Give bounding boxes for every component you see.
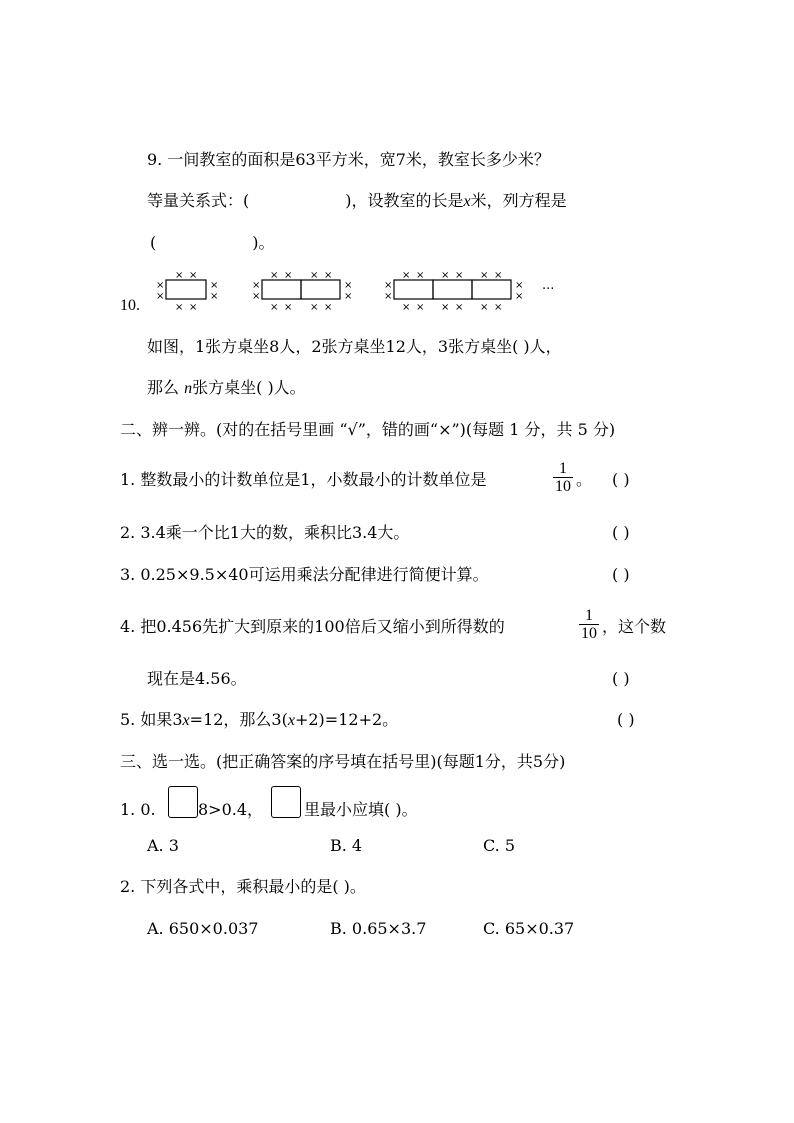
q10-line2 [147,378,306,399]
cross: × [310,302,319,313]
cross: × [252,291,261,302]
s3-q2-option-a[interactable]: A. 650×0.037 [147,919,259,938]
q9-line2-b: )，设教室的长是 [345,191,464,210]
q9-line2-c: 米，列方程是 [470,191,567,210]
table-3b [433,280,472,299]
table-1 [166,280,206,299]
section2-heading: 二、辨一辨。(对的在括号里画 “√”，错的画“×”)(每题 1 分，共 5 分) [120,420,616,439]
cross: × [270,302,279,313]
cross: × [175,302,184,313]
cross: × [384,280,393,291]
q9-line3-b: )。 [252,233,275,252]
section3-heading: 三、选一选。(把正确答案的序号填在括号里)(每题1分，共5分) [120,752,566,771]
s2-item-2-answer[interactable]: ( ) [612,523,630,542]
q9-line1: 9. 一间教室的面积是63平方米，宽7米，教室长多少米？ [147,150,550,169]
var-x: x [287,712,295,729]
table-2b [301,280,340,299]
fraction-numerator: 1 [559,460,567,477]
s2-item-4: 4. 把0.456先扩大到原来的100倍后又缩小到所得数的 [120,617,505,636]
cross: × [515,280,524,291]
cross: × [416,270,425,281]
cross: × [402,270,411,281]
s2-item-4-answer[interactable]: ( ) [612,669,630,688]
cross: × [189,302,198,313]
cross: × [494,302,503,313]
s2-item-5-answer[interactable]: ( ) [617,710,635,729]
fraction-denominator: 10 [581,625,597,642]
s2-item-1-tail: 。 [576,470,593,489]
s2-item-5-c: +2)=12+2。 [294,710,399,729]
s3-q1-a: 1. 0. [120,800,156,819]
cross: × [156,291,165,302]
s3-q1-option-a[interactable]: A. 3 [147,836,179,855]
q9-line3 [150,233,275,253]
cross: × [284,302,293,313]
cross: × [402,302,411,313]
q10-ellipsis: ··· [542,282,555,297]
cross: × [344,280,353,291]
cross: × [441,302,450,313]
cross: × [455,270,464,281]
s2-item-5-a: 5. 如果3 [120,710,183,729]
table-3a [394,280,433,299]
cross: × [441,270,450,281]
fraction-denominator: 10 [555,478,571,495]
cross: × [494,270,503,281]
cross: × [515,291,524,302]
s2-item-4-fraction [578,607,600,643]
s3-q1-box-2[interactable] [271,786,301,818]
cross: × [384,291,393,302]
s3-q1-c: 里最小应填( )。 [304,800,418,819]
cross: × [480,302,489,313]
table-3c [472,280,511,299]
cross: × [156,280,165,291]
s3-q1-option-c[interactable]: C. 5 [483,836,516,855]
s2-item-4-tail: ，这个数 [602,617,667,636]
cross: × [210,280,219,291]
s2-item-1 [120,470,487,490]
s2-item-1-text: 1. 整数最小的计数单位是1，小数最小的计数单位是 [120,470,487,489]
s2-item-5 [120,710,398,731]
cross: × [210,291,219,302]
q10-crosses [156,270,523,313]
s2-item-3: 3. 0.25×9.5×40可运用乘法分配律进行简便计算。 [120,565,489,584]
cross: × [175,270,184,281]
s2-item-4-line2: 现在是4.56。 [147,669,247,688]
s3-q1-b: 8>0.4， [198,800,264,819]
q9-line3-a: ( [150,233,157,252]
fraction-numerator: 1 [585,607,593,624]
q10-line2-b: 张方桌坐( )人。 [192,378,306,397]
s3-q2-option-c[interactable]: C. 65×0.37 [483,919,575,938]
s3-q2-option-b[interactable]: B. 0.65×3.7 [330,919,427,938]
q9-var-x: x [463,193,471,210]
cross: × [480,270,489,281]
q10-table-figure [150,267,570,313]
cross: × [416,302,425,313]
s2-item-1-fraction [552,460,574,496]
cross: × [455,302,464,313]
table-2a [262,280,301,299]
s2-item-2: 2. 3.4乘一个比1大的数，乘积比3.4大。 [120,523,410,542]
cross: × [270,270,279,281]
cross: × [310,270,319,281]
s3-q1-box-1[interactable] [168,786,198,818]
cross: × [189,270,198,281]
q9-line2 [147,191,567,212]
cross: × [324,270,333,281]
s3-q1-option-b[interactable]: B. 4 [330,836,363,855]
s3-q2: 2. 下列各式中，乘积最小的是( )。 [120,877,366,896]
cross: × [344,291,353,302]
cross: × [324,302,333,313]
s2-item-5-b: =12，那么3( [189,710,288,729]
q10-line2-a: 那么 [147,378,180,397]
s2-item-3-answer[interactable]: ( ) [612,565,630,584]
var-x: x [182,712,190,729]
s2-item-1-answer[interactable]: ( ) [612,470,630,489]
q10-line1: 如图，1张方桌坐8人，2张方桌坐12人，3张方桌坐( )人， [147,337,562,356]
q9-line2-a: 等量关系式：( [147,191,250,210]
q10-var-n: n [184,380,193,397]
cross: × [252,280,261,291]
cross: × [284,270,293,281]
q10-number: 10. [120,297,140,314]
